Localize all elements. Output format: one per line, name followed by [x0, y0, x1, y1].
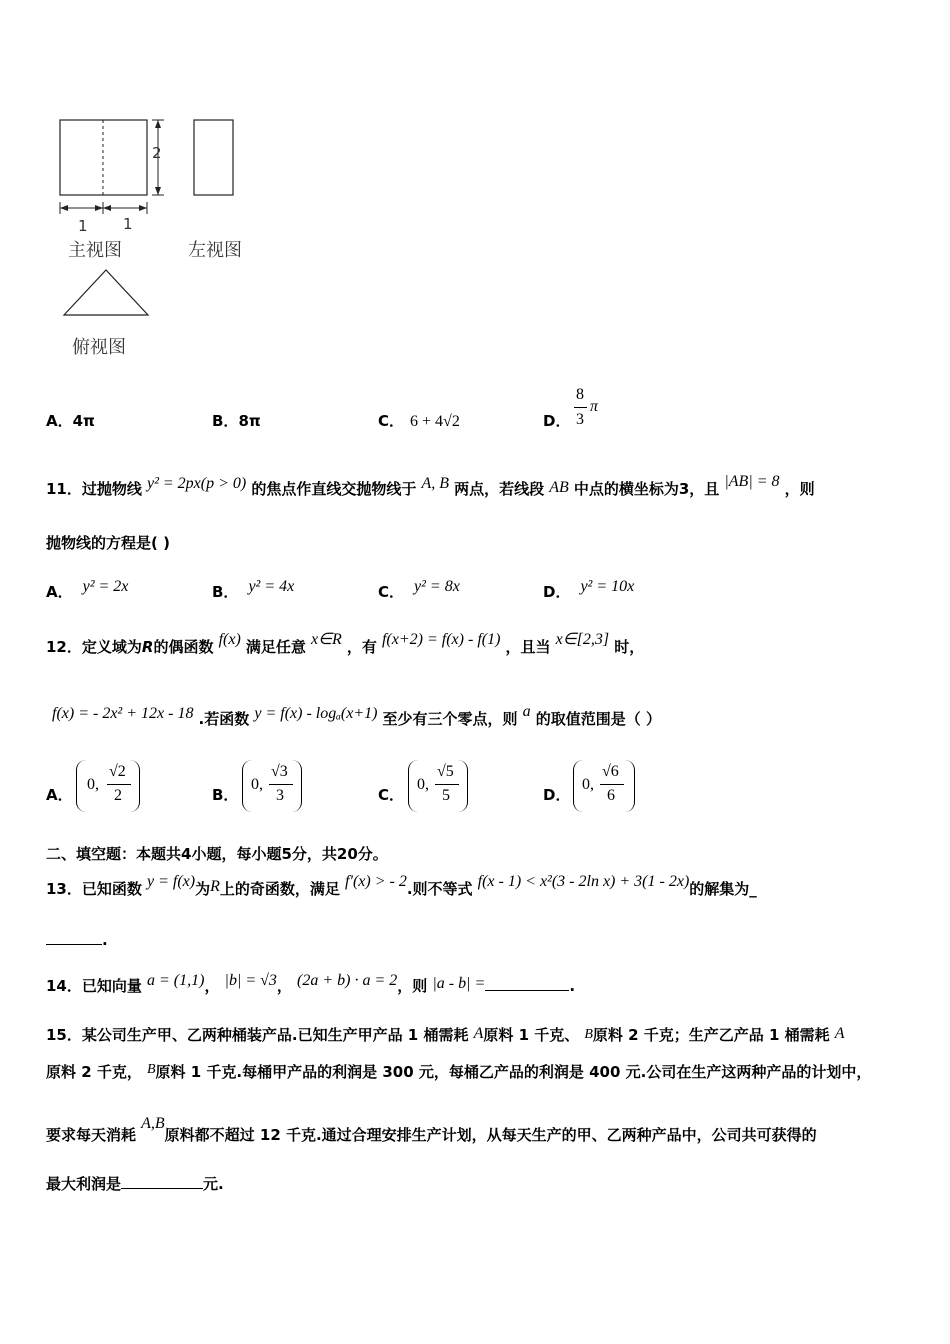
q14-line: 14．已知向量 a = (1,1)， |b| = √3， (2a + b) · a = 2，则 |a - b| = .: [46, 972, 576, 995]
q10-d-fraction-bar: [574, 407, 587, 408]
top-view-label: 俯视图: [72, 337, 126, 358]
q12-option-a: 0, √2 2: [76, 760, 140, 812]
q11-option-c: C． y² = 8x: [378, 578, 460, 601]
q15-line4: 最大利润是 元.: [46, 1175, 224, 1193]
top-view-triangle: [64, 270, 148, 315]
front-view-label: 主视图: [68, 240, 122, 261]
dim-left-label: 1: [78, 217, 88, 235]
q12-option-d: 0, √6 6: [573, 760, 635, 812]
q12-line2: f(x) = - 2x² + 12x - 18 .若函数 y = f(x) - logₐ(x+1) 至少有三个零点，则 a 的取值范围是（ ）: [52, 703, 661, 728]
dim-right-label: 1: [123, 215, 133, 233]
q10-option-c: C． 6 + 4√2: [378, 412, 460, 430]
q10-option-a: A．4π: [46, 412, 95, 430]
q10-option-d: D．: [543, 412, 571, 430]
side-view-rect: [194, 120, 233, 195]
q12-option-c: 0, √5 5: [408, 760, 468, 812]
q15-line3: 要求每天消耗 A,B原料都不超过 12 千克.通过合理安排生产计划，从每天生产的甲、乙两种产品中，公司共可获得的: [46, 1115, 817, 1144]
section2-heading: 二、填空题：本题共4小题，每小题5分，共20分。: [46, 845, 388, 863]
q10-option-b: B．8π: [212, 412, 261, 430]
q10-d-pi: π: [590, 398, 599, 415]
q12-option-b-label: B．: [212, 786, 239, 804]
q10-d-denominator: 3: [576, 411, 584, 428]
q10-d-numerator: 8: [576, 386, 584, 403]
q11-line1: 11．过抛物线 y² = 2px(p > 0) 的焦点作直线交抛物线于 A, B 两点，若线段 AB 中点的横坐标为3，且 |AB| = 8 ，则: [46, 473, 815, 498]
q12-line1: 12．定义域为R的偶函数 f(x) 满足任意 x∈R ，有 f(x+2) = f(x) - f(1) ，且当 x∈[2,3] 时，: [46, 631, 645, 656]
q15-line1: 15．某公司生产甲、乙两种桶装产品.已知生产甲产品 1 桶需耗 A原料 1 千克、 B原料 2 千克；生产乙产品 1 桶需耗 A: [46, 1025, 845, 1044]
three-view-figure: [40, 110, 310, 360]
dim-height-label: 2: [152, 144, 162, 162]
q12-option-d-label: D．: [543, 786, 571, 804]
q13-line1: 13．已知函数 y = f(x)为R上的奇函数，满足 f′(x) > - 2.则不等式 f(x - 1) < x²(3 - 2ln x) + 3(1 - 2x)的解集为_: [46, 873, 757, 898]
side-view-label: 左视图: [188, 240, 242, 261]
q11-option-a: A． y² = 2x: [46, 578, 129, 601]
q12-option-a-label: A．: [46, 786, 73, 804]
q11-option-d: D． y² = 10x: [543, 578, 635, 601]
q12-option-c-label: C．: [378, 786, 405, 804]
q11-option-b: B． y² = 4x: [212, 578, 295, 601]
q15-line2: 原料 2 千克， B原料 1 千克.每桶甲产品的利润是 300 元，每桶乙产品的利润是 400 元.公司在生产这两种产品的计划中，: [46, 1062, 872, 1081]
q13-line2: .: [46, 930, 108, 949]
q12-option-b: 0, √3 3: [242, 760, 302, 812]
q11-line2: 抛物线的方程是( ): [46, 534, 170, 552]
